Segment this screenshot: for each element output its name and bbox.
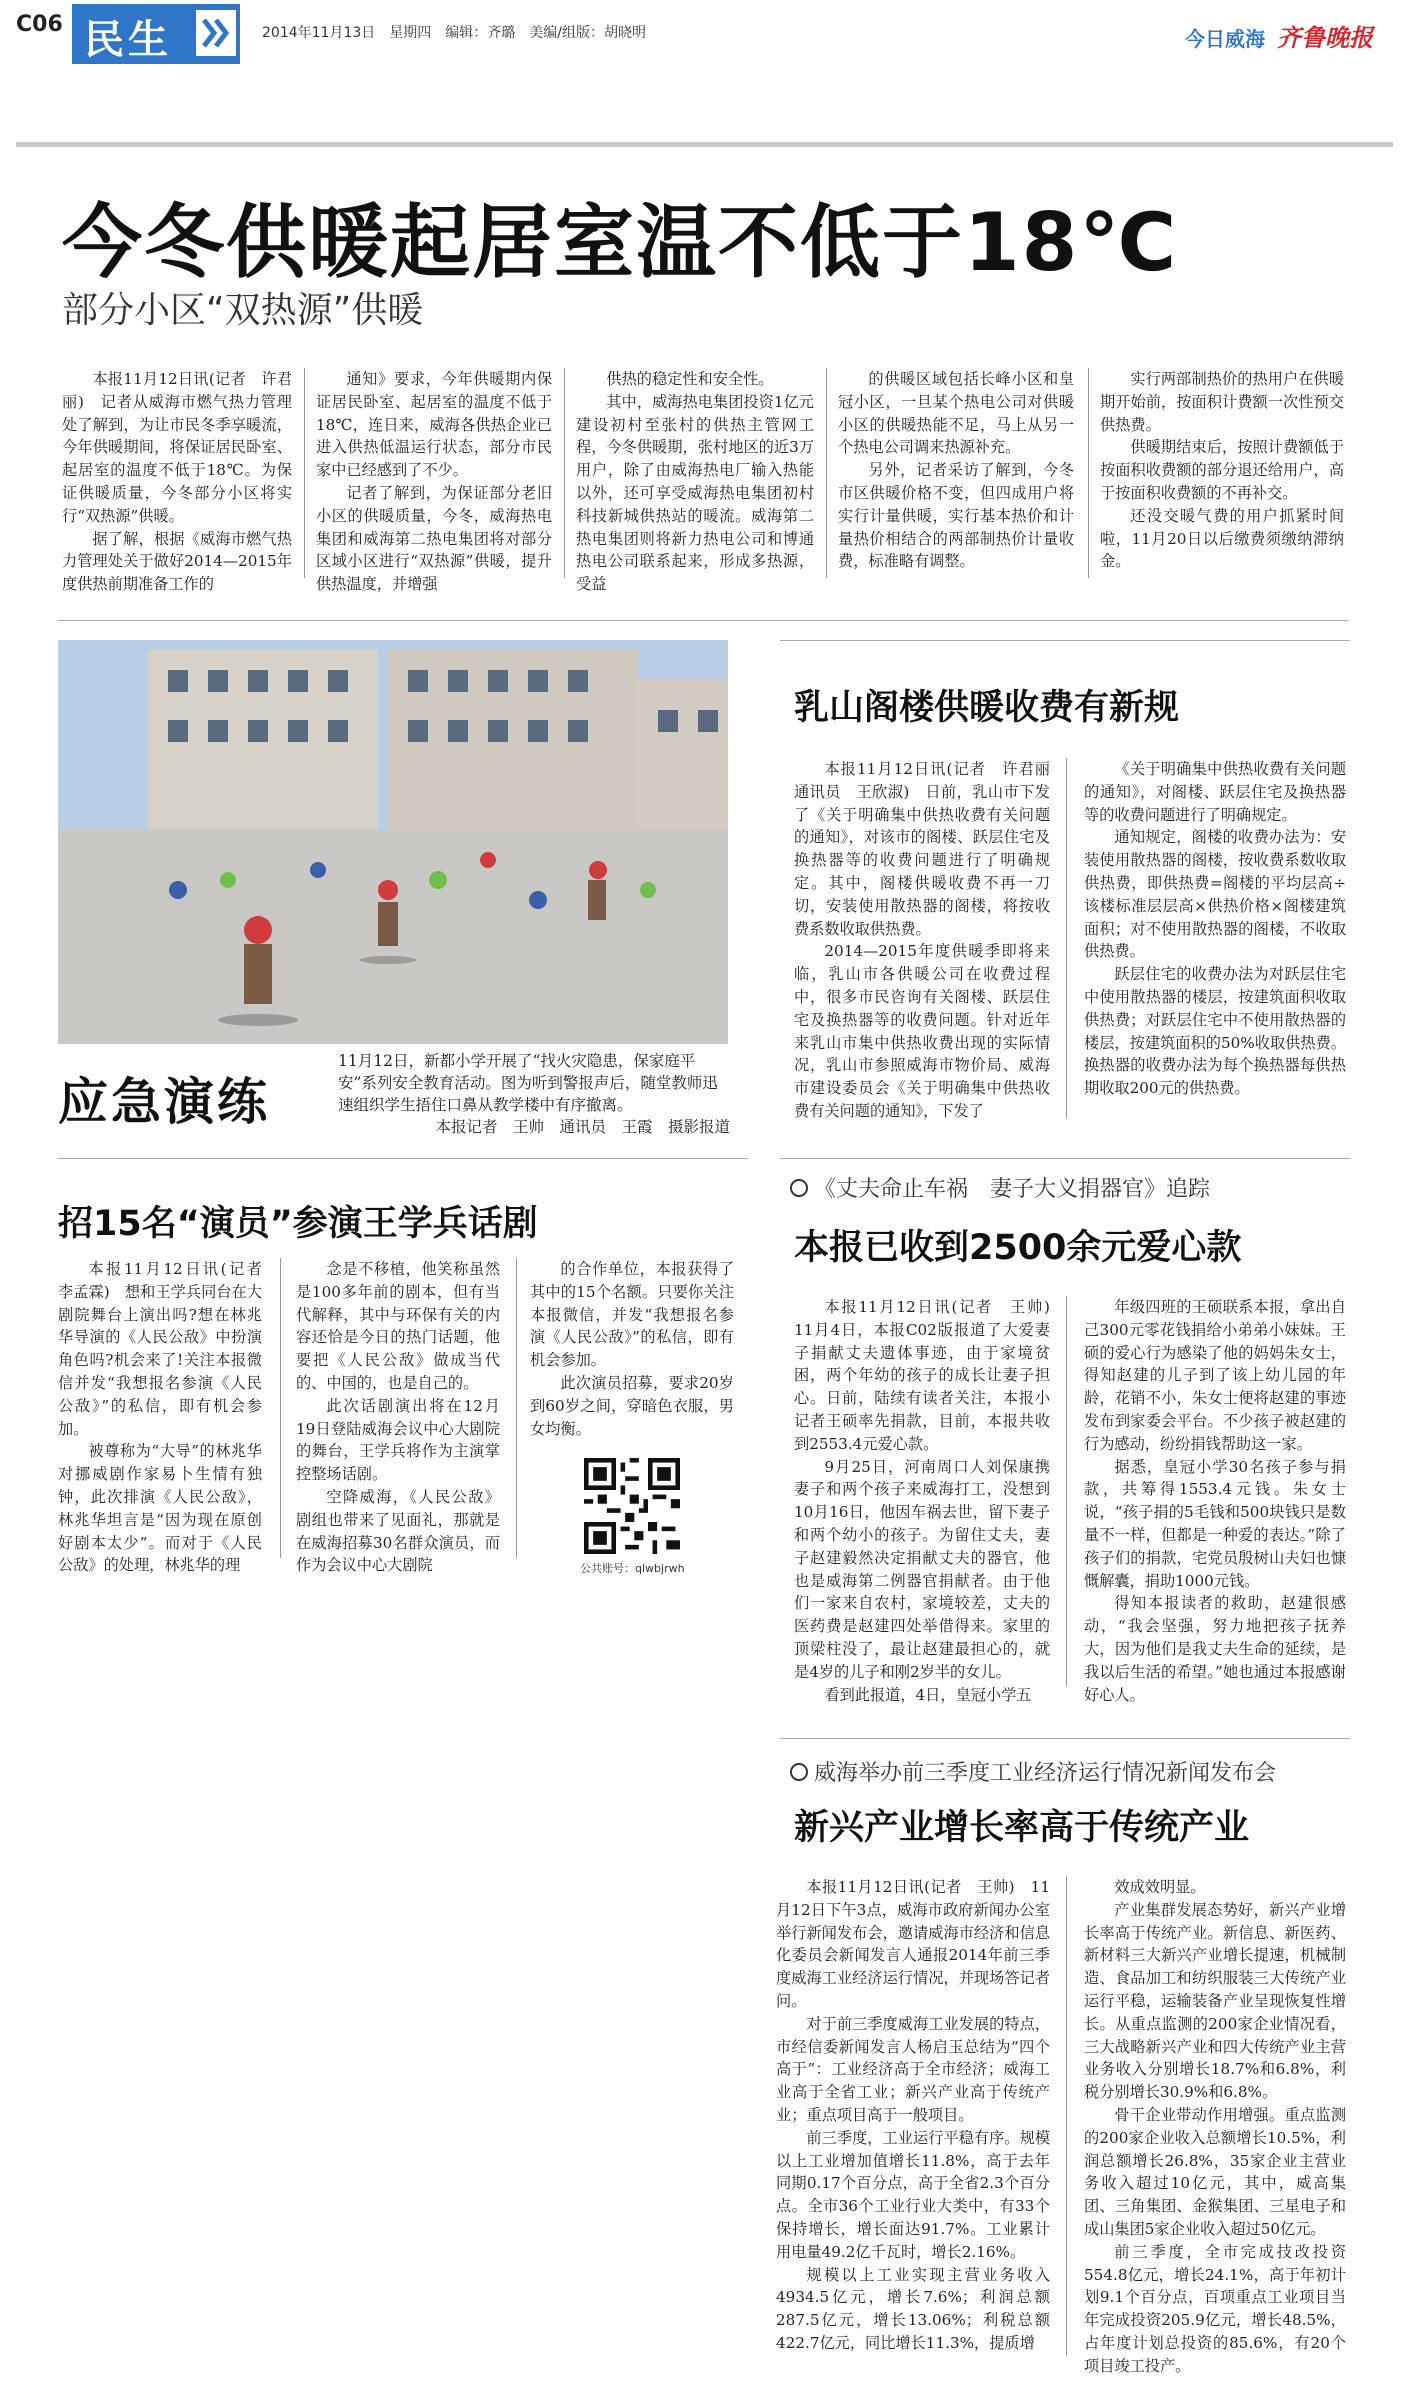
paragraph: 效成效明显。: [1114, 1878, 1206, 1896]
actors-column-3: [530, 1258, 734, 1448]
paragraph: 此次演员招募，要求20岁到60岁之间，穿暗色衣服，男女均衡。: [530, 1373, 734, 1438]
donation-title: 本报已收到2500余元爱心款: [794, 1228, 1242, 1268]
bullet-icon: [790, 1763, 808, 1781]
paragraph: 年级四班的王硕联系本报，拿出自己300元零花钱捐给小弟弟小妹妹。王硕的爱心行为感染了他的妈妈朱女士，得知赵建的儿子到了该上幼儿园的年龄，花销不小，朱女士便将赵建的事迹发布到家委会平台。不少孩子被赵建的行为感动，纷纷捐钱帮助这一家。: [1084, 1298, 1346, 1453]
lead-column-3: [576, 368, 814, 594]
donation-kicker-text: 《丈夫命止车祸 妻子大义捐器官》追踪: [814, 1177, 1211, 1202]
lead-column-1: [62, 368, 292, 594]
lead-column-2: [316, 368, 552, 594]
column-rule: [280, 1258, 281, 1558]
paragraph: 据悉，皇冠小学30名孩子参与捐款，共筹得1553.4元钱。朱女士说，“孩子捐的5毛钱和500块钱只是数量不一样，但都是一种爱的表达。”除了孩子们的捐款，宅党员殷树山夫妇也慷慨解囊，捐助1000元钱。: [1084, 1457, 1346, 1590]
paragraph: 通知》要求，今年供暖期内保证居民卧室、起居室的温度不低于18℃，连日来，威海各供热企业已进入供热低温运行状态，部分市民家中已经感到了不少。: [316, 370, 552, 480]
industry-kicker: [790, 1756, 1276, 1787]
double-chevron-icon: [196, 10, 236, 56]
column-rule: [826, 368, 827, 578]
bullet-icon: [790, 1179, 808, 1197]
paragraph: 还没交暖气费的用户抓紧时间啦，11月20日以后缴费须缴纳滞纳金。: [1100, 506, 1344, 571]
paragraph: 被尊称为“大导”的林兆华对挪威剧作家易卜生情有独钟，此次排演《人民公敌》，林兆华坦言是“因为现在原创好剧本太少”。而对于《人民公敌》的处理，林兆华的理: [58, 1442, 262, 1575]
lead-column-5: [1100, 368, 1344, 588]
actors-column-1: [58, 1258, 278, 1808]
industry-title: 新兴产业增长率高于传统产业: [794, 1808, 1250, 1848]
column-rule: [1066, 758, 1067, 1118]
paragraph: 供暖期结束后，按照计费额低于按面积收费额的部分退还给用户，高于按面积收费额的不再补交。: [1100, 438, 1344, 502]
rushan-column-2: [1084, 758, 1346, 1128]
lead-headline: 今冬供暖起居室温不低于18℃: [62, 196, 1179, 289]
paragraph: 本报11月12日讯(记者 王帅) 11月12日下午3点，威海市政府新闻办公室举行新闻发布会，邀请威海市经济和信息化委员会新闻发言人通报2014年前三季度威海工业经济运行情况，并现场答记者问。: [776, 1878, 1050, 2010]
industry-column-1: [776, 1876, 1050, 2370]
newspaper-logo: 齐鲁晚报: [1277, 24, 1373, 52]
rushan-column-1: [794, 758, 1066, 1128]
column-rule: [1066, 1876, 1067, 2356]
paragraph: 产业集群发展态势好，新兴产业增长率高于传统产业。新信息、新医药、新材料三大新兴产业增长提速，机械制造、食品加工和纺织服装三大传统产业运行平稳，运输装备产业呈现恢复性增长。从重点监测的200家企业情况看，三大战略新兴产业和四大传统产业主营业务收入分别增长18.7%和6.8%，利税分别增长30.9%和6.8%。: [1084, 1900, 1346, 2102]
section-label: 民生: [84, 17, 172, 63]
paragraph: 前三季度，工业运行平稳有序。规模以上工业增加值增长11.8%，高于去年同期0.17个百分点，高于全省2.3个百分点。全市36个工业行业大类中，有33个保持增长，增长面达91.7%。工业累计用电量49.2亿千瓦时，增长2.16%。: [776, 2128, 1050, 2261]
paragraph: 对于前三季度威海工业发展的特点，市经信委新闻发言人杨启玉总结为“四个高于”：工业经济高于全市经济；威海工业高于全省工业；新兴产业高于传统产业；重点项目高于一般项目。: [776, 2014, 1050, 2124]
paragraph: 看到此报道，4日，皇冠小学五: [824, 1685, 1032, 1704]
paragraph: 骨干企业带动作用增强。重点监测的200家企业收入总额增长10.5%，利润总额增长26.8%，35家企业主营业务收入超过10亿元，其中，威高集团、三角集团、金猴集团、三星电子和成山集团5家企业收入超过50亿元。: [1084, 2105, 1346, 2238]
page-number: C06: [16, 12, 63, 37]
column-rule: [1088, 368, 1089, 578]
industry-column-2: [1084, 1876, 1346, 2375]
paragraph: 此次话剧演出将在12月19日登陆威海会议中心大剧院的舞台，王学兵将作为主演掌控整场话剧。: [296, 1396, 500, 1484]
column-rule: [564, 368, 565, 578]
paragraph: 本报11月12日讯(记者 王帅) 11月4日，本报C02版报道了大爱妻子捐献丈夫遗体事迹，由于家境贫困，两个年幼的孩子的成长让妻子担心。日前，陆续有读者关注，本报小记者王硕率先捐款，目前，本报共收到2553.4元爱心款。: [794, 1298, 1066, 1453]
section-divider: [58, 1158, 748, 1159]
paragraph: 据了解，根据《威海市燃气热力管理处关于做好2014—2015年度供热前期准备工作的: [62, 529, 292, 594]
paragraph: 通知规定，阁楼的收费办法为：安装使用散热器的阁楼，按收费系数收取供热费，即供热费=阁楼的平均层高÷该楼标准层层高×供热价格×阁楼建筑面积；对不使用散热器的阁楼，不收取供热费。: [1084, 828, 1346, 961]
photo-title: 应急演练: [58, 1073, 270, 1131]
donation-column-2: [1084, 1296, 1346, 1704]
paragraph: 本报11月12日讯(记者 许君丽) 记者从威海市燃气热力管理处了解到，为让市民冬季享暖流，今年供暖期间，将保证居民卧室、起居室的温度不低于18℃。为保证供暖质量，今冬部分小区将实行“双热源”供暖。: [62, 370, 292, 525]
actors-title: 招15名“演员”参演王学兵话剧: [58, 1204, 538, 1244]
issue-meta: 2014年11月13日 星期四 编辑：齐璐 美编/组版：胡晓明: [262, 25, 646, 41]
rushan-title: 乳山阁楼供暖收费有新规: [794, 688, 1180, 728]
section-divider: [58, 620, 1348, 621]
header-divider: [16, 142, 1393, 147]
paragraph: 供热的稳定性和安全性。: [606, 370, 774, 388]
paragraph: 9月25日，河南周口人刘保康携妻子和两个孩子来威海打工，没想到10月16日，他因车祸去世，留下妻子和两个幼小的孩子。为留住丈夫，妻子赵建毅然决定捐献丈夫的器官，他也是威海第二例器官捐献者。由于他们一家来自农村，家境较差，丈夫的医药费是赵建四处举借得来。家里的顶梁柱没了，最让赵建最担心的，就是4岁的儿子和刚2岁半的女儿。: [794, 1457, 1050, 1681]
photo-credit: 本报记者 王帅 通讯员 王霞 摄影报道: [435, 1118, 730, 1136]
lead-subhead: 部分小区“双热源”供暖: [62, 290, 424, 331]
column-rule: [304, 368, 305, 578]
photo-caption: [338, 1050, 730, 1138]
section-divider: [780, 1738, 1350, 1739]
paragraph: 跃层住宅的收费办法为对跃层住宅中使用散热器的楼层，按建筑面积收取供热费；对跃层住宅中不使用散热器的楼层，按建筑面积的50%收取供热费。换热器的收费办法为每个换热器每供热期收取200元的供热费。: [1084, 965, 1346, 1098]
section-divider: [780, 640, 1350, 641]
paragraph: 实行两部制热价的热用户在供暖期开始前，按面积计费额一次性预交供热费。: [1100, 370, 1344, 434]
lead-column-4: [838, 368, 1074, 588]
donation-kicker: [790, 1172, 1210, 1203]
wechat-qr-code[interactable]: [584, 1458, 680, 1554]
paragraph: 其中，威海热电集团投资1亿元建设初村至张村的供热主管网工程，今冬供暖期，张村地区的近3万用户，除了由威海热电厂输入热能以外，还可享受威海热电集团初村科技新城供热站的暖流。威海第二热电集团则将新力热电公司和博通热电公司联系起来，形成多热源，受益: [576, 392, 814, 594]
caption-text: 11月12日，新都小学开展了“找火灾隐患，保家庭平安”系列安全教育活动。图为听到警报声后，随堂教师迅速组织学生捂住口鼻从教学楼中有序撤离。: [338, 1052, 718, 1114]
paragraph: 本报11月12日讯(记者 李孟霖) 想和王学兵同台在大剧院舞台上演出吗?想在林兆华导演的《人民公敌》中扮演角色吗?机会来了!关注本报微信并发“我想报名参演《人民公敌》”的私信，即有机会参加。: [58, 1260, 278, 1438]
drill-photo: [58, 640, 728, 1044]
paragraph: 的供暖区域包括长峰小区和皇冠小区，一旦某个热电公司对供暖小区的供暖热能不足，马上从另一个热电公司调来热源补充。: [838, 370, 1074, 457]
paragraph: 本报11月12日讯(记者 许君丽 通讯员 王欣淑) 日前，乳山市下发了《关于明确集中供热收费有关问题的通知》，对该市的阁楼、跃层住宅及换热器等的收费问题进行了明确规定。其中，阁楼供暖收费不再一刀切，安装使用散热器的阁楼，将按收费系数收取供热费。: [794, 760, 1066, 938]
actors-column-2: [296, 1258, 500, 1808]
paragraph: 《关于明确集中供热收费有关问题的通知》，对阁楼、跃层住宅及换热器等的收费问题进行了明确规定。: [1084, 760, 1346, 824]
section-divider: [780, 1158, 1350, 1159]
paragraph: 的合作单位，本报获得了其中的15个名额。只要你关注本报微信，并发“我想报名参演《人民公敌》”的私信，即有机会参加。: [530, 1260, 734, 1370]
paragraph: 前三季度，全市完成技改投资554.8亿元，增长24.1%，高于年初计划9.1个百分点，百项重点工业项目当年完成投资205.9亿元，增长48.5%，占年度计划总投资的85.6%，有20个项目竣工投产。: [1084, 2242, 1346, 2375]
edition-label: 今日威海: [1185, 27, 1265, 51]
paragraph: 另外，记者采访了解到，今冬市区供暖价格不变，但四成用户将实行计量供暖，实行基本热价和计量热价相结合的两部制热价计量收费，标准略有调整。: [838, 461, 1074, 571]
paragraph: 规模以上工业实现主营业务收入4934.5亿元，增长7.6%；利润总额287.5亿元，增长13.06%；利税总额422.7亿元，同比增长11.3%，提质增: [776, 2265, 1050, 2352]
paragraph: 空降威海，《人民公敌》剧组也带来了见面礼，那就是在威海招募30名群众演员，而作为会议中心大剧院: [296, 1487, 500, 1575]
column-rule: [516, 1258, 517, 1558]
paragraph: 得知本报读者的救助，赵建很感动，“我会坚强，努力地把孩子抚养大，因为他们是我丈夫生命的延续，是我以后生活的希望。”她也通过本报感谢好心人。: [1084, 1594, 1346, 1704]
paragraph: 念是不移植，他笑称虽然是100多年前的剧本，但有当代解释，其中与环保有关的内容还恰是今日的热门话题，他要把《人民公敌》做成当代的、中国的，也是自己的。: [296, 1260, 500, 1392]
industry-kicker-text: 威海举办前三季度工业经济运行情况新闻发布会: [814, 1761, 1277, 1786]
qr-caption: 公共账号：qlwbjrwh: [580, 1562, 685, 1575]
paragraph: 2014—2015年度供暖季即将来临，乳山市各供暖公司在收费过程中，很多市民咨询有关阁楼、跃层住宅及换热器等的收费问题。针对近年来乳山市集中供热收费出现的实际情况，乳山市参照威海市物价局、威海市建设委员会《关于明确集中供热收费有关问题的通知》，下发了: [794, 942, 1050, 1120]
paragraph: 记者了解到，为保证部分老旧小区的供暖质量，今冬，威海热电集团和威海第二热电集团将对部分区域小区进行“双热源”供暖，提升供热温度，并增强: [316, 483, 552, 594]
header-brand-area: [1185, 18, 1373, 53]
donation-column-1: [794, 1296, 1066, 1704]
column-rule: [1066, 1296, 1067, 1686]
